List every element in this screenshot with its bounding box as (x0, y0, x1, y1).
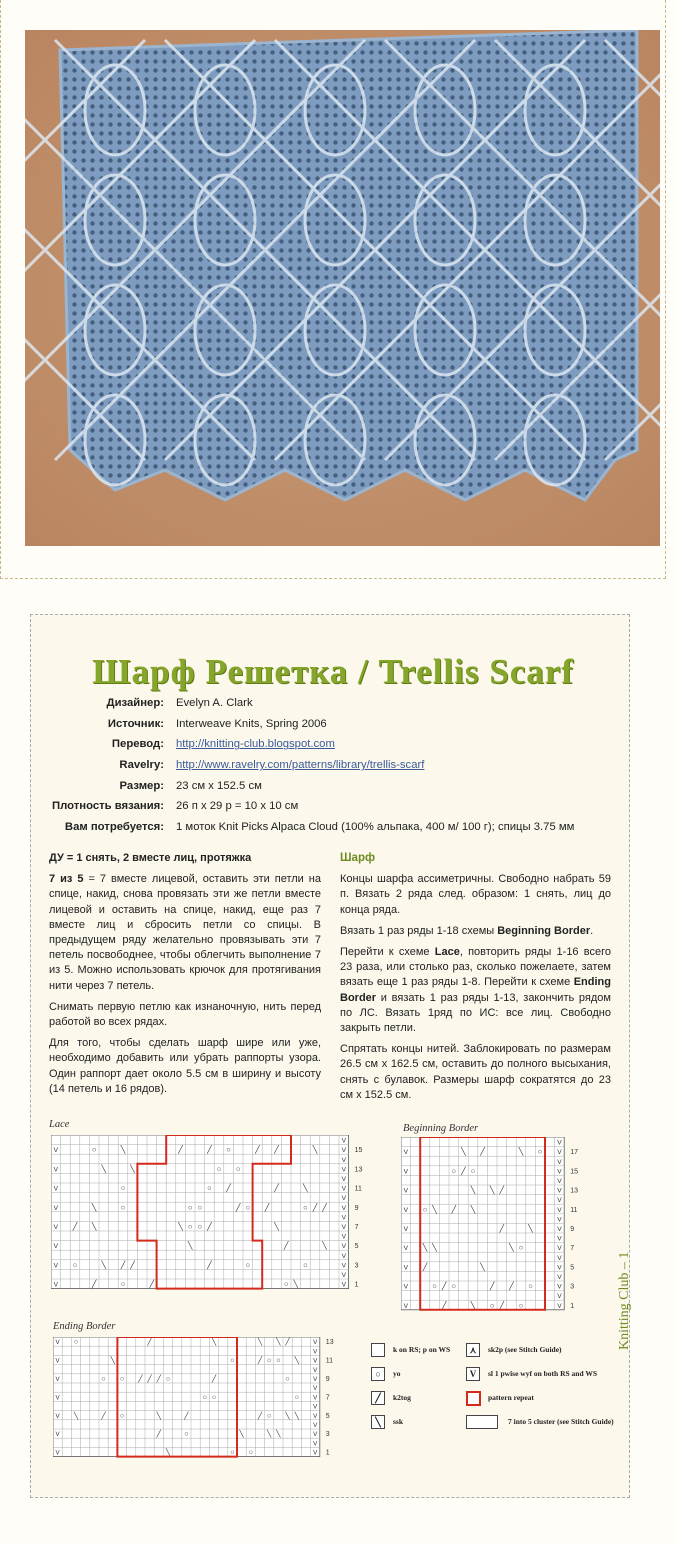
chart-slip-symbol: V (403, 1264, 409, 1272)
chart-stitch-symbol: ╲ (274, 1222, 279, 1231)
lace-chart (51, 1135, 381, 1297)
chart-stitch-symbol: ╱ (257, 1410, 263, 1420)
chart-stitch-symbol: ╱ (422, 1262, 428, 1272)
chart-stitch-symbol: ○ (119, 1374, 125, 1383)
chart-stitch-symbol: ╲ (303, 1183, 308, 1193)
chart-stitch-symbol: ○ (226, 1145, 231, 1155)
chart-stitch-symbol: ╱ (147, 1374, 152, 1383)
chart-slip-symbol: V (341, 1166, 347, 1174)
chart-slip-symbol: V (313, 1449, 318, 1457)
chart-stitch-symbol: ╱ (207, 1145, 212, 1155)
chart-stitch-symbol: ○ (528, 1281, 533, 1291)
meta-label: Дизайнер: (106, 697, 164, 709)
legend-symbol (466, 1391, 481, 1406)
chart-slip-symbol: V (403, 1245, 409, 1253)
section-heading: Шарф (340, 852, 376, 864)
right-column (340, 851, 611, 1109)
chart-stitch-symbol: ○ (211, 1392, 217, 1402)
chart-slip-symbol: V (403, 1302, 409, 1310)
chart-slip-symbol: V (313, 1348, 318, 1356)
chart-stitch-symbol: ╲ (187, 1241, 193, 1251)
chart-stitch-symbol: ○ (276, 1355, 281, 1365)
chart-stitch-symbol: ○ (230, 1447, 235, 1457)
chart-row-number: 1 (325, 1449, 330, 1457)
meta-label: Ravelry: (119, 759, 164, 772)
chart-stitch-symbol: ○ (245, 1202, 251, 1212)
chart-stitch-symbol: ○ (197, 1222, 203, 1231)
chart-stitch-symbol: ╲ (480, 1262, 485, 1272)
chart-row-number: 1 (354, 1281, 359, 1289)
chart-stitch-symbol: ○ (470, 1166, 476, 1176)
legend-symbol (371, 1343, 385, 1357)
chart-stitch-symbol: ○ (294, 1392, 299, 1402)
chart-slip-symbol: V (55, 1376, 60, 1383)
chart-stitch-symbol: ╲ (276, 1429, 281, 1439)
chart-slip-symbol: V (341, 1137, 347, 1145)
chart-stitch-symbol: ○ (207, 1183, 212, 1193)
chart-row-number: 11 (354, 1185, 362, 1193)
chart-stitch-symbol: ╲ (257, 1337, 263, 1347)
chart-stitch-symbol: ╱ (255, 1145, 260, 1155)
chart-slip-symbol: V (341, 1214, 347, 1222)
chart-stitch-symbol: ○ (537, 1147, 543, 1157)
chart-row-number: 11 (325, 1357, 334, 1365)
chart-slip-symbol: V (557, 1235, 562, 1243)
chart-label-beginning: Beginning Border (403, 1123, 479, 1134)
chart-stitch-symbol: ○ (451, 1281, 457, 1291)
chart-stitch-symbol: ╲ (422, 1243, 428, 1253)
chart-slip-symbol: V (341, 1281, 347, 1289)
meta-link[interactable]: http://www.ravelry.com/patterns/library/trellis-scarf (176, 759, 425, 772)
chart-slip-symbol: V (53, 1262, 59, 1270)
chart-stitch-symbol: ╱ (156, 1429, 161, 1439)
chart-stitch-symbol: ╱ (489, 1281, 495, 1291)
chart-slip-symbol: V (341, 1204, 347, 1212)
chart-slip-symbol: V (313, 1440, 318, 1448)
chart-stitch-symbol: ○ (303, 1260, 308, 1270)
chart-stitch-symbol: ╱ (120, 1260, 126, 1270)
chart-stitch-symbol: ○ (187, 1202, 193, 1212)
chart-slip-symbol: V (341, 1176, 347, 1183)
chart-stitch-symbol: ╱ (72, 1222, 78, 1231)
meta-value: 1 моток Knit Picks Alpaca Cloud (100% альпака, 400 м/ 100 г); спицы 3.75 мм (176, 821, 575, 834)
chart-stitch-symbol: ○ (119, 1410, 125, 1420)
chart-stitch-symbol: ○ (202, 1392, 207, 1402)
chart-stitch-symbol: ╱ (499, 1300, 505, 1310)
chart-stitch-symbol: ╲ (110, 1355, 115, 1365)
chart-stitch-symbol: ○ (120, 1202, 126, 1212)
chart-slip-symbol: V (313, 1403, 318, 1411)
chart-slip-symbol: V (53, 1224, 59, 1231)
chart-row-number: 1 (570, 1302, 575, 1310)
chart-slip-symbol: V (557, 1264, 562, 1272)
chart-stitch-symbol: ╲ (120, 1145, 126, 1155)
chart-stitch-symbol: ○ (267, 1410, 272, 1420)
chart-slip-symbol: V (313, 1394, 318, 1402)
meta-row (31, 738, 629, 759)
chart-slip-symbol: V (403, 1187, 409, 1195)
chart-stitch-symbol: ╱ (147, 1337, 152, 1347)
chart-stitch-symbol: ╱ (207, 1260, 212, 1270)
paragraph: Снимать первую петлю как изнаночную, нить перед работой во всех рядах. (49, 1000, 321, 1029)
meta-value: Interweave Knits, Spring 2006 (176, 717, 327, 730)
chart-stitch-symbol: ╲ (101, 1164, 107, 1174)
chart-slip-symbol: V (557, 1197, 562, 1205)
chart-slip-symbol: V (53, 1243, 59, 1251)
chart-stitch-symbol: ○ (184, 1429, 189, 1439)
chart-stitch-symbol: ╲ (322, 1241, 327, 1251)
chart-slip-symbol: V (557, 1158, 562, 1166)
meta-row (31, 759, 629, 780)
legend-text: k on RS; p on WS (393, 1345, 451, 1354)
chart-slip-symbol: V (55, 1357, 60, 1365)
meta-value: 26 п x 29 р = 10 x 10 см (176, 800, 299, 813)
meta-label: Перевод: (111, 738, 164, 751)
chart-stitch-symbol: ╲ (528, 1224, 533, 1233)
chart-stitch-symbol: ○ (72, 1260, 78, 1270)
chart-slip-symbol: V (55, 1339, 60, 1347)
chart-slip-symbol: V (313, 1376, 318, 1383)
chart-stitch-symbol: ○ (101, 1374, 106, 1383)
chart-slip-symbol: V (341, 1147, 347, 1155)
chart-stitch-symbol: ╲ (294, 1355, 299, 1365)
chart-stitch-symbol: ○ (518, 1243, 524, 1253)
chart-slip-symbol: V (557, 1149, 562, 1157)
meta-link[interactable]: http://knitting-club.blogspot.com (176, 738, 335, 751)
chart-slip-symbol: V (557, 1226, 562, 1233)
chart-stitch-symbol: ╱ (264, 1202, 270, 1212)
chart-slip-symbol: V (557, 1206, 562, 1214)
chart-slip-symbol: V (341, 1243, 347, 1251)
scarf-photo (25, 30, 660, 546)
chart-stitch-symbol: ○ (197, 1202, 203, 1212)
chart-stitch-symbol: ╲ (91, 1222, 97, 1231)
chart-stitch-symbol: ╲ (509, 1243, 514, 1253)
paragraph: Вязать 1 раз ряды 1-18 схемы Beginning Border. (340, 924, 594, 937)
chart-stitch-symbol: ○ (489, 1300, 495, 1310)
chart-stitch-symbol: ╲ (294, 1410, 299, 1420)
legend-text: sl 1 pwise wyf on both RS and WS (488, 1369, 598, 1378)
chart-row-number: 3 (570, 1283, 575, 1291)
chart-slip-symbol: V (403, 1283, 409, 1291)
chart-stitch-symbol: ○ (230, 1355, 235, 1365)
chart-slip-symbol: V (341, 1195, 347, 1203)
meta-value: Evelyn A. Clark (176, 697, 253, 709)
chart-slip-symbol: V (341, 1252, 347, 1260)
chart-slip-symbol: V (53, 1204, 59, 1212)
chart-stitch-symbol: ╱ (138, 1374, 143, 1383)
chart-stitch-symbol: ╱ (184, 1410, 189, 1420)
chart-slip-symbol: V (313, 1431, 318, 1439)
chart-stitch-symbol: ╱ (149, 1279, 155, 1289)
chart-stitch-symbol: ╲ (130, 1164, 135, 1174)
chart-row-number: 15 (354, 1147, 363, 1155)
chart-stitch-symbol: ○ (245, 1260, 251, 1270)
chart-slip-symbol: V (55, 1431, 60, 1439)
chart-stitch-symbol: ○ (73, 1337, 79, 1347)
chart-row-number: 5 (570, 1264, 575, 1272)
meta-row (31, 800, 629, 821)
chart-stitch-symbol: ○ (422, 1204, 428, 1214)
chart-stitch-symbol: ╲ (432, 1204, 437, 1214)
paragraph: Для того, чтобы сделать шарф шире или уже, необходимо добавить или убрать раппорты узора. Один раппорт дает около 5.5 см в ширину и высоту (14 петель и 16 рядов). (49, 1037, 321, 1095)
beginning-border-chart (401, 1137, 591, 1317)
chart-row-number: 7 (354, 1224, 359, 1231)
chart-stitch-symbol: ╱ (285, 1337, 290, 1347)
chart-stitch-symbol: ╲ (267, 1429, 272, 1439)
chart-slip-symbol: V (341, 1224, 347, 1231)
chart-row-number: 7 (570, 1245, 575, 1253)
chart-stitch-symbol: ╲ (432, 1243, 437, 1253)
chart-row-number: 3 (354, 1262, 359, 1270)
chart-stitch-symbol: ╲ (276, 1337, 281, 1347)
meta-row (31, 821, 629, 842)
chart-label-ending: Ending Border (53, 1321, 116, 1332)
meta-label: Вам потребуется: (64, 821, 164, 834)
chart-stitch-symbol: ╱ (480, 1147, 485, 1157)
chart-slip-symbol: V (313, 1385, 318, 1393)
chart-row-number: 9 (570, 1226, 575, 1233)
chart-row-number: 9 (354, 1204, 359, 1212)
chart-stitch-symbol: ╲ (239, 1429, 244, 1439)
paragraph: Перейти к схеме Lace, повторить ряды 1-16 всего 23 раза, или столько раз, сколько пожелаете, затем вязать еще 1 раз ряды 1-8. Перейти к схеме Ending Border и вязать 1 раз ряды 1-13, закончить рядом по ЛС. Вязать 1ряд по ИС: все лиц. Свободно закрыть петли. (340, 946, 611, 1035)
legend-text: 7 into 5 cluster (see Stitch Guide) (508, 1417, 614, 1426)
chart-stitch-symbol: ○ (283, 1279, 289, 1289)
chart-slip-symbol: V (557, 1245, 562, 1253)
chart-stitch-symbol: ╱ (283, 1241, 289, 1251)
chart-slip-symbol: V (341, 1272, 347, 1279)
chart-stitch-symbol: ╲ (211, 1337, 217, 1347)
chart-stitch-symbol: ╲ (156, 1410, 161, 1420)
chart-stitch-symbol: ╲ (285, 1410, 290, 1420)
chart-stitch-symbol: ○ (216, 1164, 222, 1174)
chart-slip-symbol: V (403, 1206, 409, 1214)
chart-row-number: 15 (570, 1168, 578, 1176)
chart-slip-symbol: V (557, 1178, 562, 1185)
chart-slip-symbol: V (341, 1185, 347, 1193)
chart-stitch-symbol: ╲ (73, 1410, 79, 1420)
meta-value: 23 см x 152.5 см (176, 779, 262, 792)
chart-slip-symbol: V (403, 1149, 409, 1157)
chart-stitch-symbol: ╱ (235, 1202, 241, 1212)
meta-table (31, 697, 629, 842)
chart-stitch-symbol: ○ (248, 1447, 253, 1457)
chart-slip-symbol: V (313, 1412, 318, 1420)
chart-stitch-symbol: ╱ (274, 1145, 279, 1155)
chart-stitch-symbol: ╱ (101, 1410, 106, 1420)
chart-slip-symbol: V (341, 1262, 347, 1270)
legend-text: pattern repeat (488, 1393, 534, 1402)
chart-slip-symbol: V (557, 1187, 562, 1195)
legend-symbol (466, 1415, 498, 1429)
chart-slip-symbol: V (557, 1254, 562, 1262)
chart-slip-symbol: V (55, 1449, 60, 1457)
chart-slip-symbol: V (313, 1422, 318, 1429)
chart-row-number: 3 (325, 1431, 330, 1439)
chart-slip-symbol: V (53, 1166, 59, 1174)
chart-stitch-symbol: ╲ (470, 1204, 476, 1214)
chart-slip-symbol: V (55, 1394, 60, 1402)
chart-stitch-symbol: ○ (518, 1300, 524, 1310)
meta-row (31, 780, 629, 801)
chart-slip-symbol: V (53, 1147, 59, 1155)
chart-stitch-symbol: ╱ (451, 1204, 457, 1214)
meta-label: Плотность вязания: (51, 800, 164, 813)
side-credit: Knitting Club – 1 (617, 1251, 632, 1350)
chart-slip-symbol: V (53, 1281, 59, 1289)
chart-slip-symbol: V (557, 1302, 562, 1310)
paragraph: Спрятать концы нитей. Заблокировать по размерам 26.5 см x 162.5 см, оставить до полного высыхания, снять с булавок. Размеры шарф сократятся до 23 см x 152.5 см. (340, 1043, 611, 1101)
chart-slip-symbol: V (557, 1283, 562, 1291)
chart-row-number: 11 (570, 1206, 578, 1214)
paragraph: ДУ = 1 снять, 2 вместе лиц, протяжка (49, 852, 252, 864)
paragraph: Концы шарфа ассиметричны. Свободно набрать 59 п. Вязать 2 ряда след. образом: 1 снять, лиц до конца ряда. (340, 873, 611, 916)
chart-stitch-symbol: ╲ (165, 1447, 171, 1457)
chart-stitch-symbol: ╱ (499, 1224, 505, 1233)
chart-stitch-symbol: ╱ (226, 1183, 231, 1193)
chart-stitch-symbol: ○ (235, 1164, 241, 1174)
chart-slip-symbol: V (557, 1139, 562, 1147)
chart-stitch-symbol: ╱ (461, 1166, 466, 1176)
chart-stitch-symbol: ╲ (470, 1185, 476, 1195)
chart-slip-symbol: V (557, 1216, 562, 1224)
chart-stitch-symbol: ╲ (178, 1222, 183, 1231)
ending-border-chart (53, 1337, 371, 1465)
chart-stitch-symbol: ╲ (470, 1300, 476, 1310)
chart-stitch-symbol: ○ (285, 1374, 290, 1383)
chart-stitch-symbol: ╱ (156, 1374, 161, 1383)
chart-stitch-symbol: ╱ (509, 1281, 514, 1291)
chart-slip-symbol: V (53, 1185, 59, 1193)
chart-slip-symbol: V (55, 1412, 60, 1420)
chart-stitch-symbol: ○ (165, 1374, 171, 1383)
chart-stitch-symbol: ╱ (274, 1183, 279, 1193)
chart-stitch-symbol: ○ (303, 1202, 308, 1212)
legend-symbol: ╱ (371, 1391, 385, 1405)
chart-stitch-symbol: ╱ (257, 1355, 263, 1365)
chart-slip-symbol: V (341, 1233, 347, 1241)
legend-symbol: ○ (371, 1367, 385, 1381)
chart-row-number: 13 (570, 1187, 578, 1195)
legend-text: k2tog (393, 1393, 411, 1402)
chart-stitch-symbol: ╱ (207, 1222, 212, 1231)
chart-stitch-symbol: ╲ (518, 1147, 524, 1157)
chart-slip-symbol: V (313, 1366, 318, 1374)
chart-stitch-symbol: ╱ (130, 1260, 135, 1270)
chart-stitch-symbol: ╲ (461, 1147, 466, 1157)
chart-row-number: 17 (570, 1149, 578, 1157)
chart-stitch-symbol: ○ (120, 1183, 126, 1193)
legend-symbol: ╲ (371, 1415, 385, 1429)
chart-stitch-symbol: ○ (432, 1281, 437, 1291)
chart-stitch-symbol: ○ (451, 1166, 457, 1176)
legend-text: sk2p (see Stitch Guide) (488, 1345, 562, 1354)
chart-stitch-symbol: ╱ (178, 1145, 183, 1155)
chart-slip-symbol: V (341, 1156, 347, 1164)
paragraph: 7 из 5 = 7 вместе лицевой, оставить эти петли на спице, накид, снова провязать эти же петли вместе лицевой и оставить на спице, накид, еще раз 7 вместе лиц и сбросить петли со спицы. В предыдущем ряду желательно провязывать эти 7 петель посвободнее, чтобы облегчить выполнение 7 из 5. Можно использовать крючок для протягивания нити через 7 петель. (49, 873, 321, 992)
chart-stitch-symbol: ╲ (489, 1185, 495, 1195)
chart-stitch-symbol: ╲ (91, 1202, 97, 1212)
meta-label: Источник: (107, 717, 164, 730)
chart-row-number: 13 (325, 1339, 334, 1347)
chart-row-number: 5 (325, 1412, 330, 1420)
chart-slip-symbol: V (557, 1168, 562, 1176)
chart-stitch-symbol: ○ (91, 1145, 97, 1155)
legend-symbol: ⋏ (466, 1343, 480, 1357)
meta-label: Размер: (119, 779, 164, 792)
chart-stitch-symbol: ╱ (211, 1374, 217, 1383)
chart-stitch-symbol: ○ (267, 1355, 272, 1365)
chart-stitch-symbol: ╱ (91, 1279, 97, 1289)
chart-stitch-symbol: ○ (187, 1222, 193, 1231)
chart-stitch-symbol: ╱ (312, 1202, 318, 1212)
meta-row (31, 718, 629, 739)
chart-label-lace: Lace (49, 1119, 70, 1130)
legend-symbol: V (466, 1367, 480, 1381)
chart-slip-symbol: V (313, 1357, 318, 1365)
chart-slip-symbol: V (403, 1168, 409, 1176)
meta-row (31, 697, 629, 718)
left-column (49, 851, 321, 1103)
chart-slip-symbol: V (403, 1226, 409, 1233)
chart-slip-symbol: V (313, 1339, 318, 1347)
pattern-document (30, 614, 630, 1498)
chart-stitch-symbol: ○ (120, 1279, 126, 1289)
chart-row-number: 5 (354, 1243, 359, 1251)
chart-row-number: 7 (325, 1394, 330, 1402)
page-title: Шарф Решетка / Trellis Scarf (92, 652, 574, 691)
chart-stitch-symbol: ╲ (293, 1279, 299, 1289)
chart-row-number: 13 (354, 1166, 363, 1174)
chart-stitch-symbol: ╲ (101, 1260, 107, 1270)
chart-stitch-symbol: ╱ (441, 1281, 447, 1291)
chart-stitch-symbol: ╱ (441, 1300, 447, 1310)
chart-stitch-symbol: ╱ (499, 1185, 505, 1195)
chart-row-number: 9 (325, 1376, 330, 1383)
legend-text: yo (393, 1369, 401, 1378)
chart-stitch-symbol: ╱ (322, 1202, 327, 1212)
chart-stitch-symbol: ╲ (312, 1145, 318, 1155)
chart-slip-symbol: V (557, 1293, 562, 1301)
legend-text: ssk (393, 1417, 404, 1426)
chart-slip-symbol: V (557, 1274, 562, 1281)
